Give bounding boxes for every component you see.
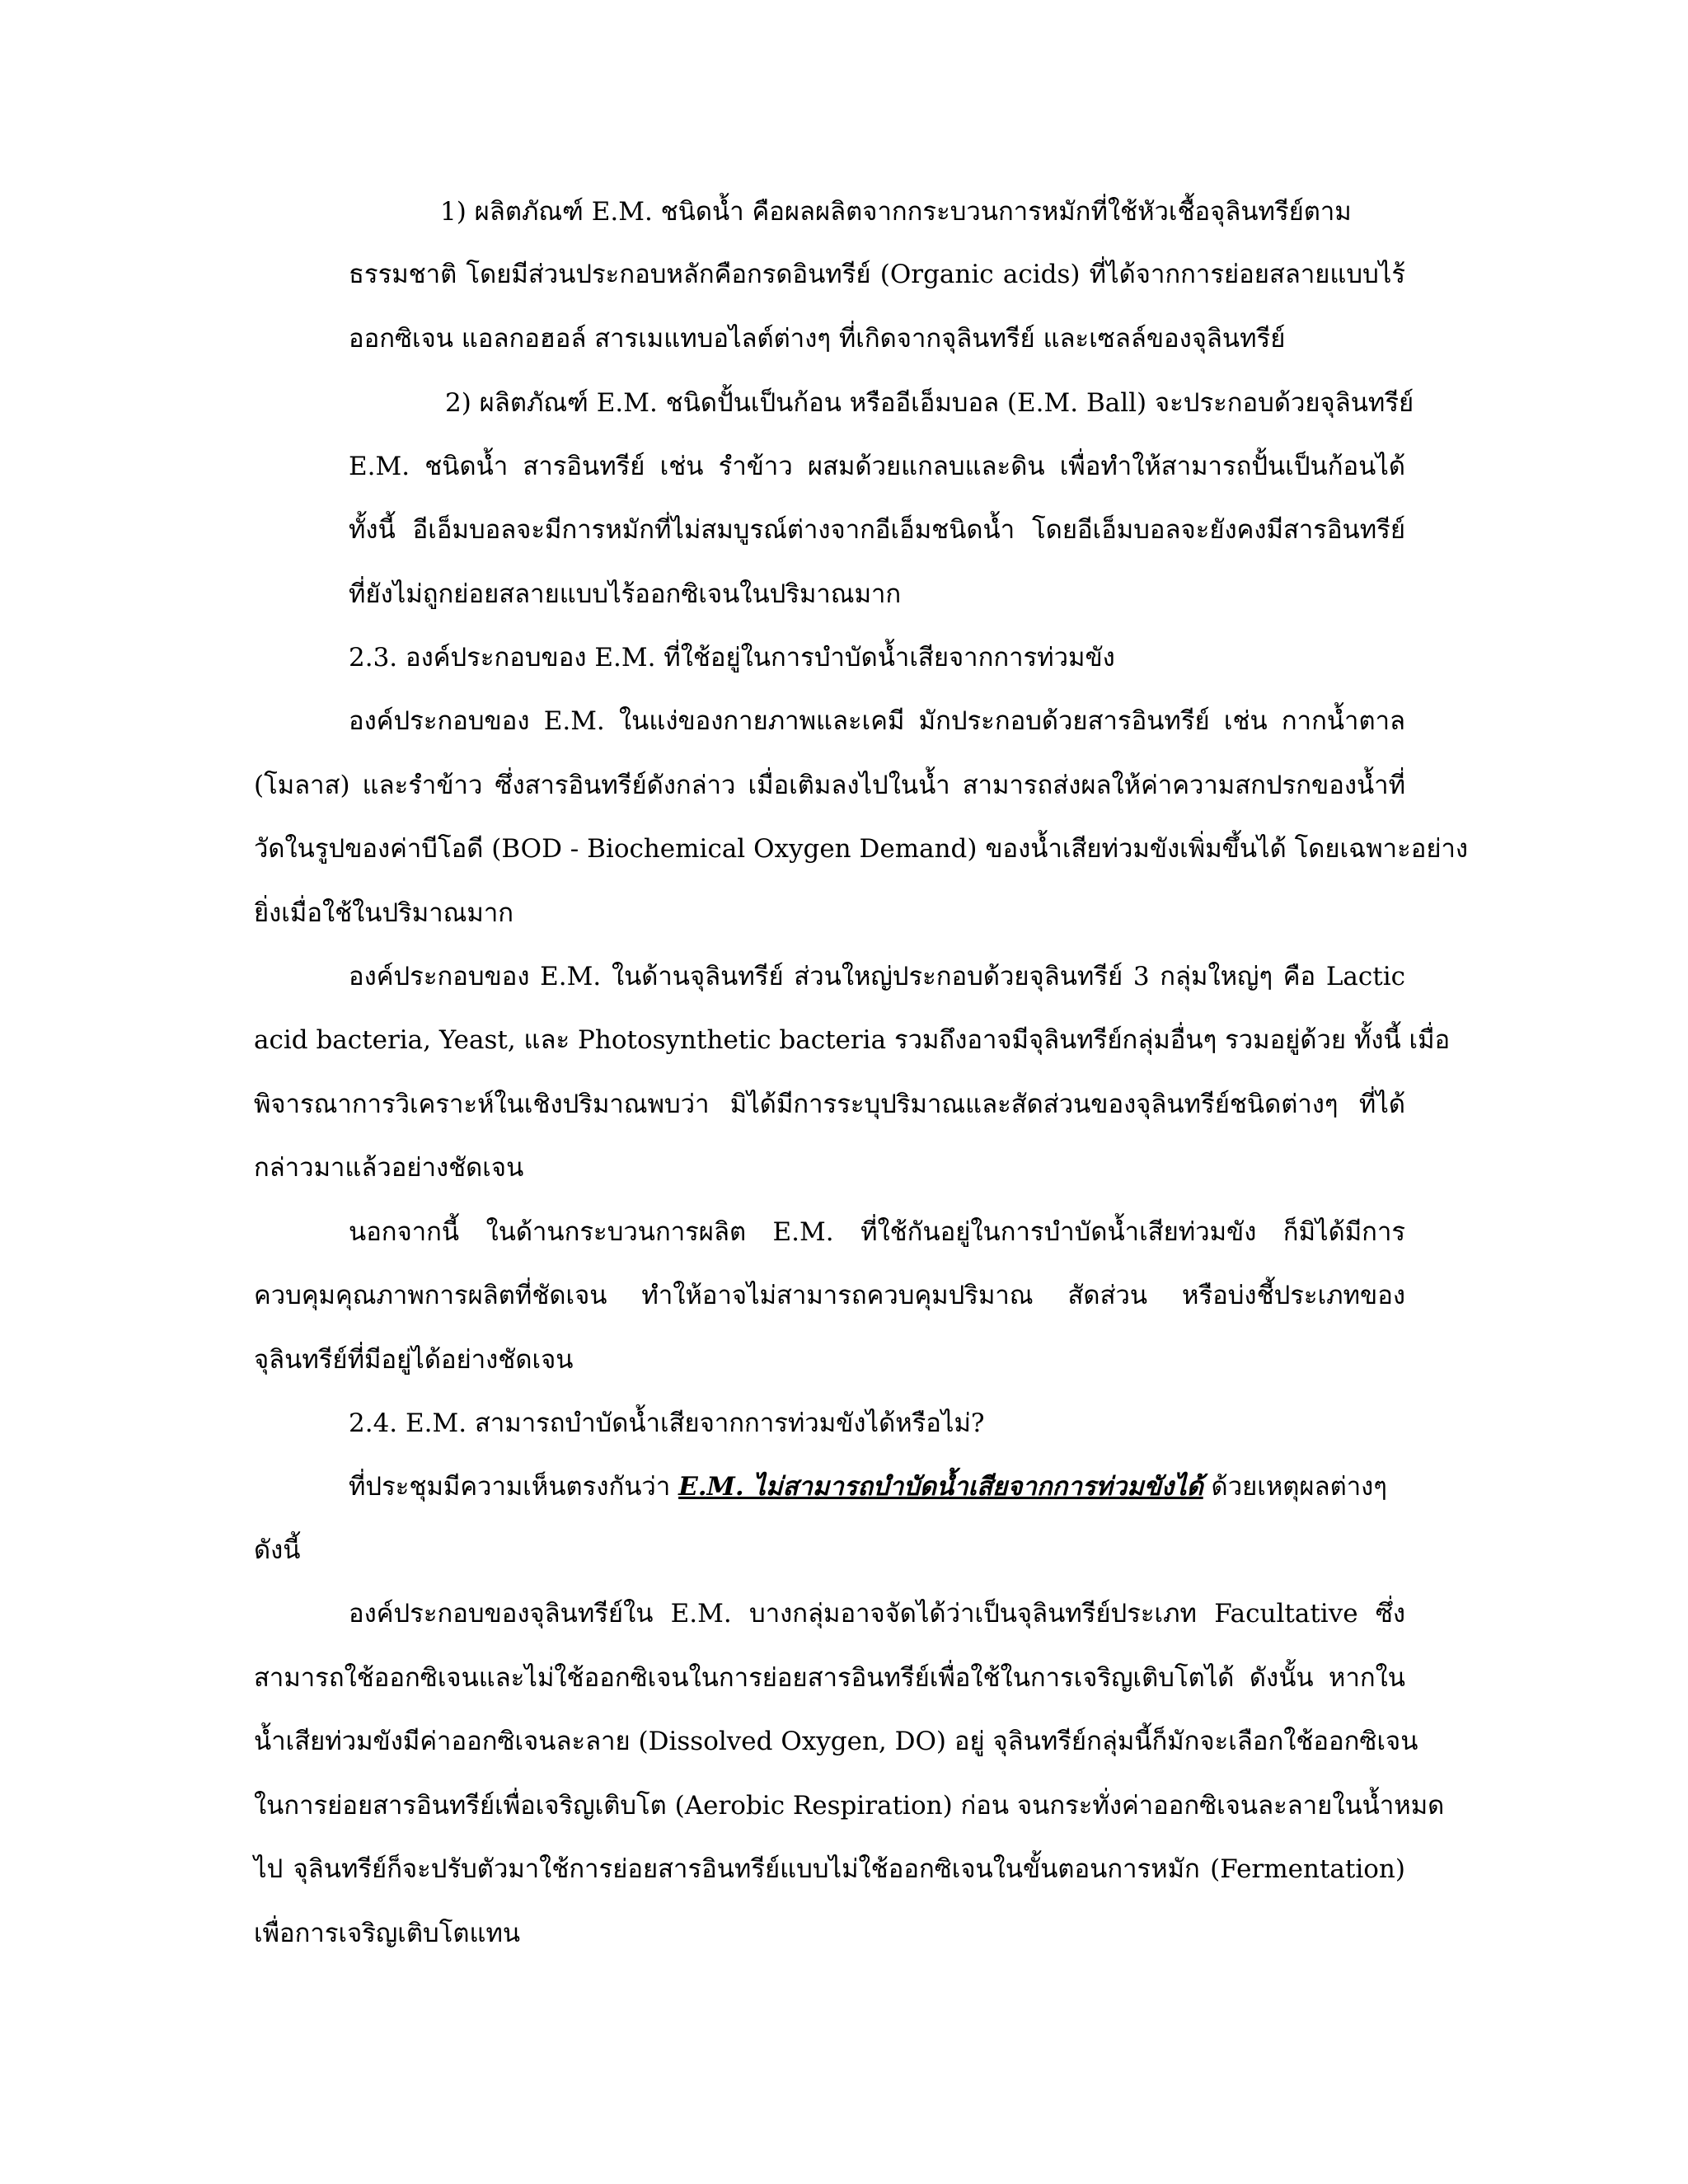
conclusion-line2: ดังนี้ [254, 1535, 301, 1565]
para4-line3: น้ำเสียท่วมขังมีค่าออกซิเจนละลาย (Dissolved Oxygen, DO) อยู่ จุลินทรีย์กลุ่มนี้ก็มักจะเลือกใช้ออกซิเจน [254, 1727, 1418, 1756]
para4-line1: องค์ประกอบของจุลินทรีย์ใน E.M. บางกลุ่มอาจจัดได้ว่าเป็นจุลินทรีย์ประเภท Facultative ซึ่ง [349, 1599, 1405, 1629]
conclusion-suffix: ด้วยเหตุผลต่างๆ [1203, 1472, 1387, 1502]
item2-line1: 2) ผลิตภัณฑ์ E.M. ชนิดปั้นเป็นก้อน หรืออีเอ็มบอล (E.M. Ball) จะประกอบด้วยจุลินทรีย์ [445, 388, 1414, 418]
para1-line4: ยิ่งเมื่อใช้ในปริมาณมาก [254, 898, 513, 928]
para4-line2: สามารถใช้ออกซิเจนและไม่ใช้ออกซิเจนในการย่อยสารอินทรีย์เพื่อใช้ในการเจริญเติบโตได้ ดังนั้น หากใน [254, 1663, 1405, 1693]
para3-line2: ควบคุมคุณภาพการผลิตที่ชัดเจน ทำให้อาจไม่สามารถควบคุมปริมาณ สัดส่วน หรือบ่งชี้ประเภทของ [254, 1281, 1405, 1310]
item1-line1: 1) ผลิตภัณฑ์ E.M. ชนิดน้ำ คือผลผลิตจากกระบวนการหมักที่ใช้หัวเชื้อจุลินทรีย์ตาม [440, 197, 1352, 227]
para3-line3: จุลินทรีย์ที่มีอยู่ได้อย่างชัดเจน [254, 1345, 574, 1375]
para2-line2: acid bacteria, Yeast, และ Photosynthetic bacteria รวมถึงอาจมีจุลินทรีย์กลุ่มอื่นๆ รวมอยู่ด้วย ทั้งนี้ เมื่อ [254, 1025, 1451, 1055]
para2-line1: องค์ประกอบของ E.M. ในด้านจุลินทรีย์ ส่วนใหญ่ประกอบด้วยจุลินทรีย์ 3 กลุ่มใหญ่ๆ คือ Lactic [349, 962, 1405, 991]
conclusion-prefix: ที่ประชุมมีความเห็นตรงกันว่า [349, 1472, 679, 1502]
conclusion-line1 [349, 1474, 1387, 1500]
para4-line4: ในการย่อยสารอินทรีย์เพื่อเจริญเติบโต (Aerobic Respiration) ก่อน จนกระทั่งค่าออกซิเจนละลายในน้ำหมด [254, 1791, 1445, 1821]
para2-line3: พิจารณาการวิเคราะห์ในเชิงปริมาณพบว่า มิได้มีการระบุปริมาณและสัดส่วนของจุลินทรีย์ชนิดต่างๆ ที่ได้ [254, 1090, 1405, 1119]
para1-line1: องค์ประกอบของ E.M. ในแง่ของกายภาพและเคมี มักประกอบด้วยสารอินทรีย์ เช่น กากน้ำตาล [349, 706, 1405, 736]
heading-2-3: 2.3. องค์ประกอบของ E.M. ที่ใช้อยู่ในการบำบัดน้ำเสียจากการท่วมขัง [349, 643, 1115, 673]
heading-2-4: 2.4. E.M. สามารถบำบัดน้ำเสียจากการท่วมขังได้หรือไม่? [349, 1408, 985, 1438]
item1-line2: ธรรมชาติ โดยมีส่วนประกอบหลักคือกรดอินทรีย์ (Organic acids) ที่ได้จากการย่อยสลายแบบไร้ [349, 260, 1405, 289]
para1-line3: วัดในรูปของค่าบีโอดี (BOD - Biochemical Oxygen Demand) ของน้ำเสียท่วมขังเพิ่มขึ้นได้ โดยเฉพาะอย่าง [254, 834, 1469, 864]
item1-line3: ออกซิเจน แอลกอฮอล์ สารเมแทบอไลต์ต่างๆ ที่เกิดจากจุลินทรีย์ และเซลล์ของจุลินทรีย์ [349, 324, 1286, 354]
item2-line3: ทั้งนี้ อีเอ็มบอลจะมีการหมักที่ไม่สมบูรณ์ต่างจากอีเอ็มชนิดน้ำ โดยอีเอ็มบอลจะยังคงมีสารอินทรีย์ [349, 515, 1405, 545]
para4-line5: ไป จุลินทรีย์ก็จะปรับตัวมาใช้การย่อยสารอินทรีย์แบบไม่ใช้ออกซิเจนในขั้นตอนการหมัก (Fermentation) [254, 1854, 1405, 1884]
para1-line2: (โมลาส) และรำข้าว ซึ่งสารอินทรีย์ดังกล่าว เมื่อเติมลงไปในน้ำ สามารถส่งผลให้ค่าความสกปรกของน้ำที่ [254, 771, 1405, 800]
para4-line6: เพื่อการเจริญเติบโตแทน [254, 1919, 521, 1948]
conclusion-emphasis: E.M. ไม่สามารถบำบัดน้ำเสียจากการท่วมขังได้ [678, 1472, 1203, 1502]
item2-line4: ที่ยังไม่ถูกย่อยสลายแบบไร้ออกซิเจนในปริมาณมาก [349, 579, 902, 609]
para2-line4: กล่าวมาแล้วอย่างชัดเจน [254, 1153, 524, 1183]
para3-line1: นอกจากนี้ ในด้านกระบวนการผลิต E.M. ที่ใช้กันอยู่ในการบำบัดน้ำเสียท่วมขัง ก็มิได้มีการ [349, 1217, 1405, 1247]
item2-line2: E.M. ชนิดน้ำ สารอินทรีย์ เช่น รำข้าว ผสมด้วยแกลบและดิน เพื่อทำให้สามารถปั้นเป็นก้อนได้ [349, 452, 1405, 481]
